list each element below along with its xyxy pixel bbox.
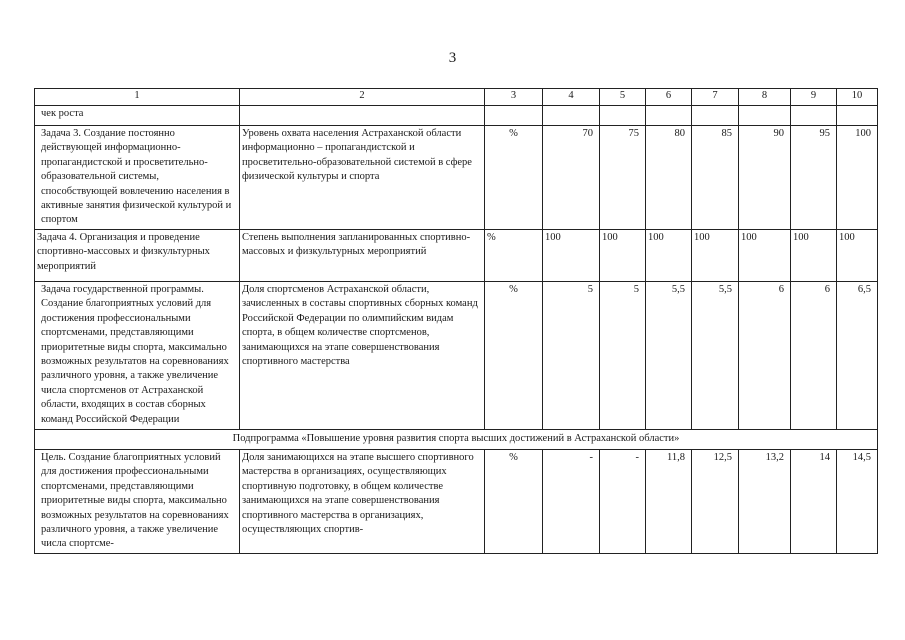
value-cell [646, 106, 692, 126]
column-header: 8 [739, 89, 791, 106]
column-header: 4 [543, 89, 600, 106]
value-cell: 6 [739, 282, 791, 430]
value-cell: 14 [791, 450, 837, 554]
indicator-cell: Степень выполнения запланированных спортивно-массовых и физкультурных мероприятий [240, 230, 485, 282]
value-cell: 11,8 [646, 450, 692, 554]
column-header: 9 [791, 89, 837, 106]
value-cell: 80 [646, 126, 692, 230]
column-header: 3 [485, 89, 543, 106]
page-number: 3 [448, 50, 457, 66]
value-cell: 6,5 [837, 282, 878, 430]
value-cell [543, 106, 600, 126]
value-cell: 5 [600, 282, 646, 430]
subprogram-title: Подпрограмма «Повышение уровня развития спорта высших достижений в Астраханской области» [35, 430, 878, 450]
table-header-row [35, 89, 878, 106]
unit-cell: % [485, 230, 543, 282]
column-header: 6 [646, 89, 692, 106]
value-cell [692, 106, 739, 126]
value-cell [739, 106, 791, 126]
value-cell: 95 [791, 126, 837, 230]
indicator-cell [240, 106, 485, 126]
value-cell: 12,5 [692, 450, 739, 554]
value-cell: 5 [543, 282, 600, 430]
table-row [35, 450, 878, 554]
value-cell [837, 106, 878, 126]
value-cell: - [543, 450, 600, 554]
indicators-table [34, 88, 878, 554]
value-cell [791, 106, 837, 126]
value-cell: 100 [837, 230, 878, 282]
value-cell: - [600, 450, 646, 554]
value-cell: 6 [791, 282, 837, 430]
value-cell: 100 [739, 230, 791, 282]
value-cell: 100 [600, 230, 646, 282]
task-cell: Задача 3. Создание постоянно действующей информационно-пропагандистской и просветительно-образовательной системы, способствующей вовлечению населения в активные занятия физической культурой и спортом [35, 126, 240, 230]
column-header: 5 [600, 89, 646, 106]
value-cell: 75 [600, 126, 646, 230]
indicator-cell: Доля занимающихся на этапе высшего спортивного мастерства в организациях, осуществляющих спортивную подготовку, в общем количестве занимающихся на этапе совершенствования спортивного мастерства в организациях, осуществляющих спортив- [240, 450, 485, 554]
value-cell: 100 [692, 230, 739, 282]
indicator-cell: Уровень охвата населения Астраханской области информационно – пропагандистской и просветительно-образовательной системой в сфере физической культуры и спорта [240, 126, 485, 230]
table-row [35, 106, 878, 126]
value-cell: 5,5 [692, 282, 739, 430]
unit-cell: % [485, 282, 543, 430]
value-cell: 5,5 [646, 282, 692, 430]
task-cell: чек роста [35, 106, 240, 126]
value-cell: 70 [543, 126, 600, 230]
value-cell: 85 [692, 126, 739, 230]
task-cell: Цель. Создание благоприятных условий для достижения профессиональными спортсменами, представляющими приоритетные виды спорта, максимально возможных результатов на соревнованиях различного уровня, а также увеличение числа спортсме- [35, 450, 240, 554]
indicator-cell: Доля спортсменов Астраханской области, зачисленных в составы спортивных сборных команд Российской Федерации по олимпийским видам спорта, в общем количестве спортсменов, занимающихся на этапе совершенствования спортивного мастерства [240, 282, 485, 430]
value-cell: 100 [646, 230, 692, 282]
column-header: 10 [837, 89, 878, 106]
value-cell: 14,5 [837, 450, 878, 554]
value-cell: 90 [739, 126, 791, 230]
table-row [35, 126, 878, 230]
value-cell: 100 [543, 230, 600, 282]
value-cell: 100 [837, 126, 878, 230]
unit-cell [485, 106, 543, 126]
unit-cell: % [485, 126, 543, 230]
value-cell: 100 [791, 230, 837, 282]
task-cell: Задача 4. Организация и проведение спортивно-массовых и физкультурных мероприятий [35, 230, 240, 282]
table-row [35, 230, 878, 282]
unit-cell: % [485, 450, 543, 554]
column-header: 1 [35, 89, 240, 106]
value-cell [600, 106, 646, 126]
column-header: 7 [692, 89, 739, 106]
column-header: 2 [240, 89, 485, 106]
task-cell: Задача государственной программы. Создание благоприятных условий для достижения профессиональными спортсменами, представляющими приоритетные виды спорта, максимально возможных результатов на соревнованиях различного уровня, а также увеличение числа спортсменов от Астраханской области, входящих в состав сборных команд Российской Федерации [35, 282, 240, 430]
value-cell: 13,2 [739, 450, 791, 554]
subprogram-row [35, 430, 878, 450]
table-row [35, 282, 878, 430]
